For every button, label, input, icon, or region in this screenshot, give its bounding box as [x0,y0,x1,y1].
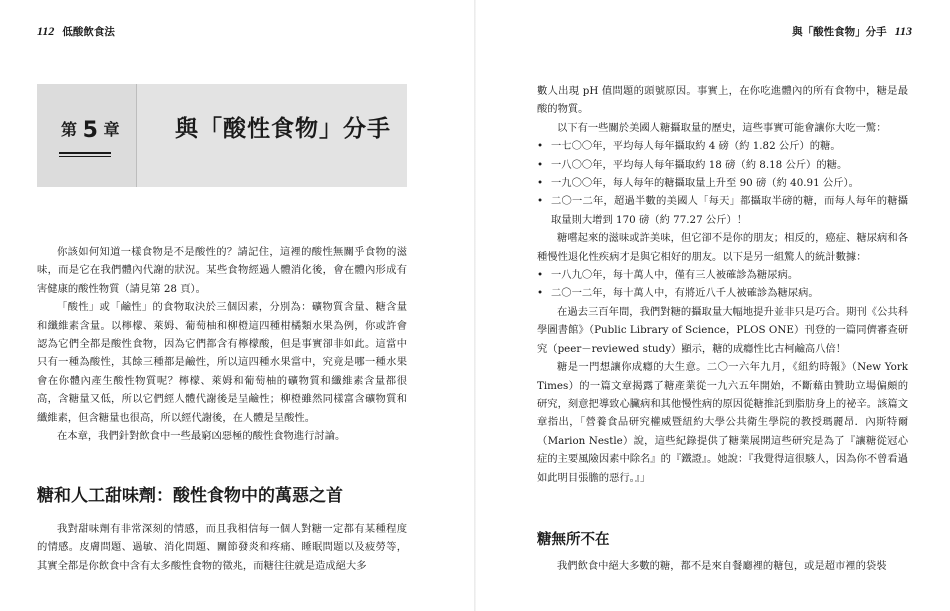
everywhere-paragraph: 我們飲食中絕大多數的糖，都不是來自餐廳裡的糖包，或是超市裡的袋裝 [557,560,887,572]
list-item: • 二〇一二年，超過半數的美國人「每天」都攝取半磅的糖，而每人每年的糖攝取量則大增到 170 磅（約 77.27 公斤）！ [537,192,908,229]
chapter-number: 5 [82,118,98,143]
history-list [537,137,908,229]
chapter-label-post: 章 [103,120,120,139]
section-heading-sugar: 糖和人工甜味劑：酸性食物中的萬惡之首 [37,486,343,506]
disease-paragraph: 糖嚐起來的滋味或許美味，但它卻不是你的朋友；相反的，癌症、糖尿病和各種慢性退化性疾病才是與它相好的朋友。以下是另一組驚人的統計數據： [537,232,908,263]
list-item: • 一八〇〇年，平均每人每年攝取約 18 磅（約 8.18 公斤）的糖。 [537,156,908,174]
diabetes-list [537,266,908,303]
section-heading-everywhere: 糖無所不在 [537,532,610,548]
list-item: • 一七〇〇年，平均每人每年攝取約 4 磅（約 1.82 公斤）的糖。 [537,137,908,155]
list-item: • 二〇一二年，每十萬人中，有將近八千人被確診為糖尿病。 [537,284,908,302]
chapter-label [61,117,120,143]
chapter-header [37,84,407,187]
chapter-divider [136,84,137,187]
research-paragraph: 在過去三百年間，我們對糖的攝取量大幅地提升並非只是巧合。期刊《公共科學圖書館》（Public Library of Science，PLOS ONE）刊登的一篇同儕審查研究（peer－reviewed study）顯示，糖的成癮性比古柯鹼高八倍！ [537,305,908,355]
sugar-paragraph: 我對甜味劑有非常深刻的情感，而且我相信每一個人對糖一定都有某種程度的情感。皮膚問題、過敏、消化問題、關節發炎和疼痛、睡眠問題以及疲勞等，其實全都是你飲食中含有太多酸性食物的徵兆，而糖往往就是造成絕大多 [37,523,407,572]
chapter-rule-thin [59,156,111,157]
right-body-text [537,82,908,487]
intro-paragraph-3: 在本章，我們針對飲食中一些最窮凶惡極的酸性食物進行討論。 [57,430,346,443]
intro-paragraph-2: 「酸性」或「鹼性」的食物取決於三個因素，分別為：礦物質含量、糖含量和纖維素含量。以檸檬、萊姆、葡萄柚和柳橙這四種柑橘類水果為例，你或許會認為它們全都是酸性食物，因為它們都含有檸檬酸，但是事實卻非如此。這當中只有一種為酸性，其餘三種都是鹼性，所以這四種水果當中，究竟是哪一種水果會在你體內產生酸性物質呢？檸檬、萊姆和葡萄柚的礦物質和纖維素含量都很高，含糖量又低，所以它們經人體代謝後是呈鹼性；柳橙雖然同樣富含礦物質和纖維素，但含糖量也很高，所以經代謝後，在人體是呈酸性。 [37,301,407,424]
intro-paragraph-1: 你該如何知道一樣食物是不是酸性的？請記住，這裡的酸性無關乎食物的滋味，而是它在我們體內代謝的狀況。某些食物經過人體消化後，會在體內形成有害健康的酸性物質（請見第 28 頁）。 [37,246,407,295]
chapter-rule-thick [59,152,111,154]
chapter-number-box [37,84,136,187]
nyt-paragraph: 糖是一門想讓你成癮的大生意。二〇一六年九月，《紐約時報》（New York Times）的一篇文章揭露了糖產業從一九六五年開始，不斷藉由贊助立場偏頗的研究，刻意把導致心臟病和其他慢性病的原因從糖推託到脂肪身上的祕辛。該篇文章指出，「營養食品研究權威暨紐約大學公共衛生學院的教授瑪麗昂．內斯特爾（Marion Nestle）說，這些紀錄提供了糖業展開這些研究是為了『讓糖從冠心症的主要風險因素中除名』的『鐵證』。她說：『我覺得這很駭人，因為你不曾看過如此明目張膽的惡行。』」 [537,361,908,484]
history-intro: 以下有一些關於美國人糖攝取量的歷史，這些事實可能會讓你大吃一驚： [557,121,887,134]
continued-paragraph: 數人出現 pH 值問題的頭號原因。事實上，在你吃進體內的所有食物中，糖是最酸的物質。 [537,85,908,116]
intro-text [37,243,407,445]
left-running-head-title: 低酸飲食法 [62,26,115,38]
left-running-head [37,24,115,39]
sugar-section-text [37,520,407,575]
chapter-label-pre: 第 [61,120,78,139]
right-running-head-title: 與「酸性食物」分手 [792,26,887,38]
list-item: • 一九〇〇年，每人每年的糖攝取量上升至 90 磅（約 40.91 公斤）。 [537,174,908,192]
chapter-title: 與「酸性食物」分手 [175,116,391,142]
list-item: • 一八九〇年，每十萬人中，僅有三人被確診為糖尿病。 [537,266,908,284]
right-running-head [792,24,912,39]
right-page-number: 113 [894,24,912,38]
left-page-number: 112 [37,24,55,38]
everywhere-section-text [537,557,908,575]
